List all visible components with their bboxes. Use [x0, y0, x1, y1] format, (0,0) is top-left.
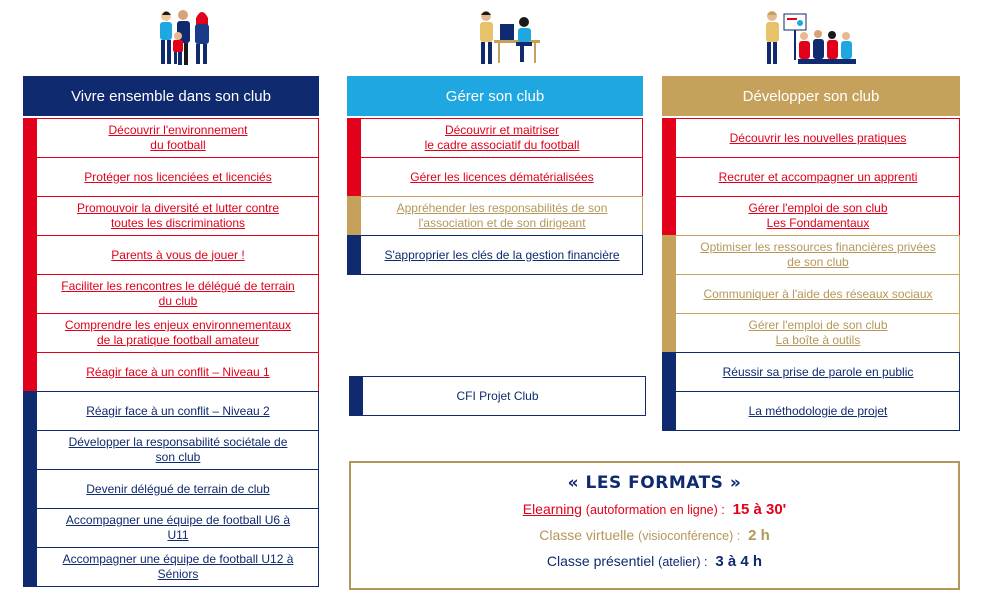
course-link-accompagner-une-equipe-de-football-u12-a[interactable] — [23, 547, 319, 587]
course-label[interactable]: Gérer l'emploi de son club Les Fondamentaux — [748, 201, 888, 230]
course-label[interactable]: Découvrir et maitriser le cadre associatif du football — [424, 123, 580, 152]
course-link-accompagner-une-equipe-de-football-u6-a-[interactable] — [23, 508, 319, 548]
format-duration: 2 h — [748, 527, 770, 544]
accent-bar — [23, 235, 37, 275]
format-detail: (autoformation en ligne) : — [585, 503, 725, 517]
course-link-decouvrir-les-nouvelles-pratiques[interactable] — [662, 118, 960, 158]
course-label[interactable]: Réagir face à un conflit – Niveau 2 — [86, 403, 270, 418]
course-link-reagir-face-a-un-conflit-niveau-2[interactable] — [23, 391, 319, 431]
accent-bar — [662, 235, 676, 275]
course-label[interactable]: Accompagner une équipe de football U6 à U11 — [65, 513, 291, 542]
format-name: Classe virtuelle — [539, 527, 635, 543]
course-label[interactable]: Appréhender les responsabilités de son l'association et de son dirigeant — [396, 201, 608, 230]
course-label[interactable]: Gérer l'emploi de son club La boîte à outils — [748, 318, 888, 347]
accent-bar — [23, 430, 37, 470]
office-work-illustration — [468, 6, 548, 70]
accent-bar — [23, 547, 37, 587]
accent-bar — [349, 376, 363, 416]
course-link-developper-la-responsabilite-societale-d[interactable] — [23, 430, 319, 470]
course-label[interactable]: Découvrir l'environnement du football — [108, 123, 248, 152]
accent-bar — [23, 157, 37, 197]
presentation-illustration — [760, 6, 860, 70]
column-developper — [662, 76, 960, 436]
accent-bar — [23, 508, 37, 548]
course-label[interactable]: Réagir face à un conflit – Niveau 1 — [86, 364, 270, 379]
accent-bar — [23, 391, 37, 431]
accent-bar — [347, 157, 361, 197]
format-line-classe-virtuelle — [351, 526, 958, 545]
accent-bar — [23, 352, 37, 392]
accent-bar — [662, 352, 676, 392]
accent-bar — [23, 469, 37, 509]
formats-box — [349, 461, 960, 590]
course-link-recruter-et-accompagner-un-apprenti[interactable] — [662, 157, 960, 197]
column-vivre-ensemble — [23, 76, 319, 591]
course-link-communiquer-a-l-aide-des-reseaux-sociaux[interactable] — [662, 274, 960, 314]
format-detail: (atelier) : — [658, 555, 708, 569]
course-label[interactable]: Gérer les licences dématérialisées — [410, 169, 594, 184]
course-label[interactable]: Promouvoir la diversité et lutter contre toutes les discriminations — [76, 201, 280, 230]
course-label[interactable]: Devenir délégué de terrain de club — [86, 481, 270, 496]
column-title: Développer son club — [742, 87, 880, 105]
format-name: Classe présentiel — [546, 553, 655, 569]
accent-bar — [662, 313, 676, 353]
format-detail: (visioconférence) : — [638, 529, 741, 543]
accent-bar — [662, 274, 676, 314]
format-duration: 15 à 30' — [732, 501, 787, 518]
accent-bar — [662, 196, 676, 236]
column-header-gerer — [347, 76, 643, 116]
accent-bar — [23, 118, 37, 158]
accent-bar — [23, 274, 37, 314]
accent-bar — [347, 118, 361, 158]
accent-bar — [662, 118, 676, 158]
people-group-illustration — [150, 6, 220, 72]
accent-bar — [347, 235, 361, 275]
course-link-parents-a-vous-de-jouer[interactable] — [23, 235, 319, 275]
course-link-la-methodologie-de-projet[interactable] — [662, 391, 960, 431]
format-line-elearning — [351, 500, 958, 519]
accent-bar — [662, 157, 676, 197]
cfi-projet-club-button[interactable] — [349, 376, 646, 416]
course-label[interactable]: Accompagner une équipe de football U12 à Séniors — [62, 552, 294, 581]
course-link-promouvoir-la-diversite-et-lutter-contre[interactable] — [23, 196, 319, 236]
course-link-gerer-les-licences-dematerialisees[interactable] — [347, 157, 643, 197]
course-link-apprehender-les-responsabilites-de-son-l[interactable] — [347, 196, 643, 236]
course-label[interactable]: La méthodologie de projet — [748, 403, 888, 418]
course-link-reussir-sa-prise-de-parole-en-public[interactable] — [662, 352, 960, 392]
course-label[interactable]: Comprendre les enjeux environnementaux de la pratique football amateur — [64, 318, 292, 347]
column-title: Gérer son club — [445, 87, 545, 105]
accent-bar — [23, 313, 37, 353]
column-title: Vivre ensemble dans son club — [71, 87, 271, 105]
course-label[interactable]: Parents à vous de jouer ! — [111, 247, 245, 262]
course-link-decouvrir-et-maitriser-le-cadre-associat[interactable] — [347, 118, 643, 158]
course-link-decouvrir-l-environnement-du-football[interactable] — [23, 118, 319, 158]
course-label[interactable]: Recruter et accompagner un apprenti — [718, 169, 918, 184]
course-label[interactable]: S'approprier les clés de la gestion financière — [384, 247, 620, 262]
course-label[interactable]: Faciliter les rencontres le délégué de terrain du club — [61, 279, 295, 308]
formats-title: « LES FORMATS » — [567, 473, 742, 493]
column-gerer — [347, 76, 643, 276]
format-duration: 3 à 4 h — [715, 553, 763, 570]
course-link-faciliter-les-rencontres-le-delegue-de-t[interactable] — [23, 274, 319, 314]
course-label[interactable]: Développer la responsabilité sociétale de son club — [68, 435, 288, 464]
course-label[interactable]: Optimiser les ressources financières privées de son club — [700, 240, 936, 269]
format-line-classe-presentiel — [351, 552, 958, 571]
course-link-proteger-nos-licenciees-et-licencies[interactable] — [23, 157, 319, 197]
accent-bar — [662, 391, 676, 431]
course-link-s-approprier-les-cles-de-la-gestion-fina[interactable] — [347, 235, 643, 275]
course-label[interactable]: Protéger nos licenciées et licenciés — [84, 169, 272, 184]
format-name: Elearning — [522, 501, 582, 517]
course-link-comprendre-les-enjeux-environnementaux-d[interactable] — [23, 313, 319, 353]
accent-bar — [23, 196, 37, 236]
course-label[interactable]: Découvrir les nouvelles pratiques — [729, 130, 907, 145]
course-link-gerer-l-emploi-de-son-club-les-fondament[interactable] — [662, 196, 960, 236]
course-link-optimiser-les-ressources-financieres-pri[interactable] — [662, 235, 960, 275]
course-link-devenir-delegue-de-terrain-de-club[interactable] — [23, 469, 319, 509]
course-label[interactable]: Communiquer à l'aide des réseaux sociaux — [703, 286, 933, 301]
course-link-gerer-l-emploi-de-son-club-la-boite-a-ou[interactable] — [662, 313, 960, 353]
course-label[interactable]: Réussir sa prise de parole en public — [722, 364, 914, 379]
course-link-reagir-face-a-un-conflit-niveau-1[interactable] — [23, 352, 319, 392]
column-header-developper — [662, 76, 960, 116]
accent-bar — [347, 196, 361, 236]
cfi-label: CFI Projet Club — [456, 389, 539, 403]
column-header-vivre-ensemble — [23, 76, 319, 116]
